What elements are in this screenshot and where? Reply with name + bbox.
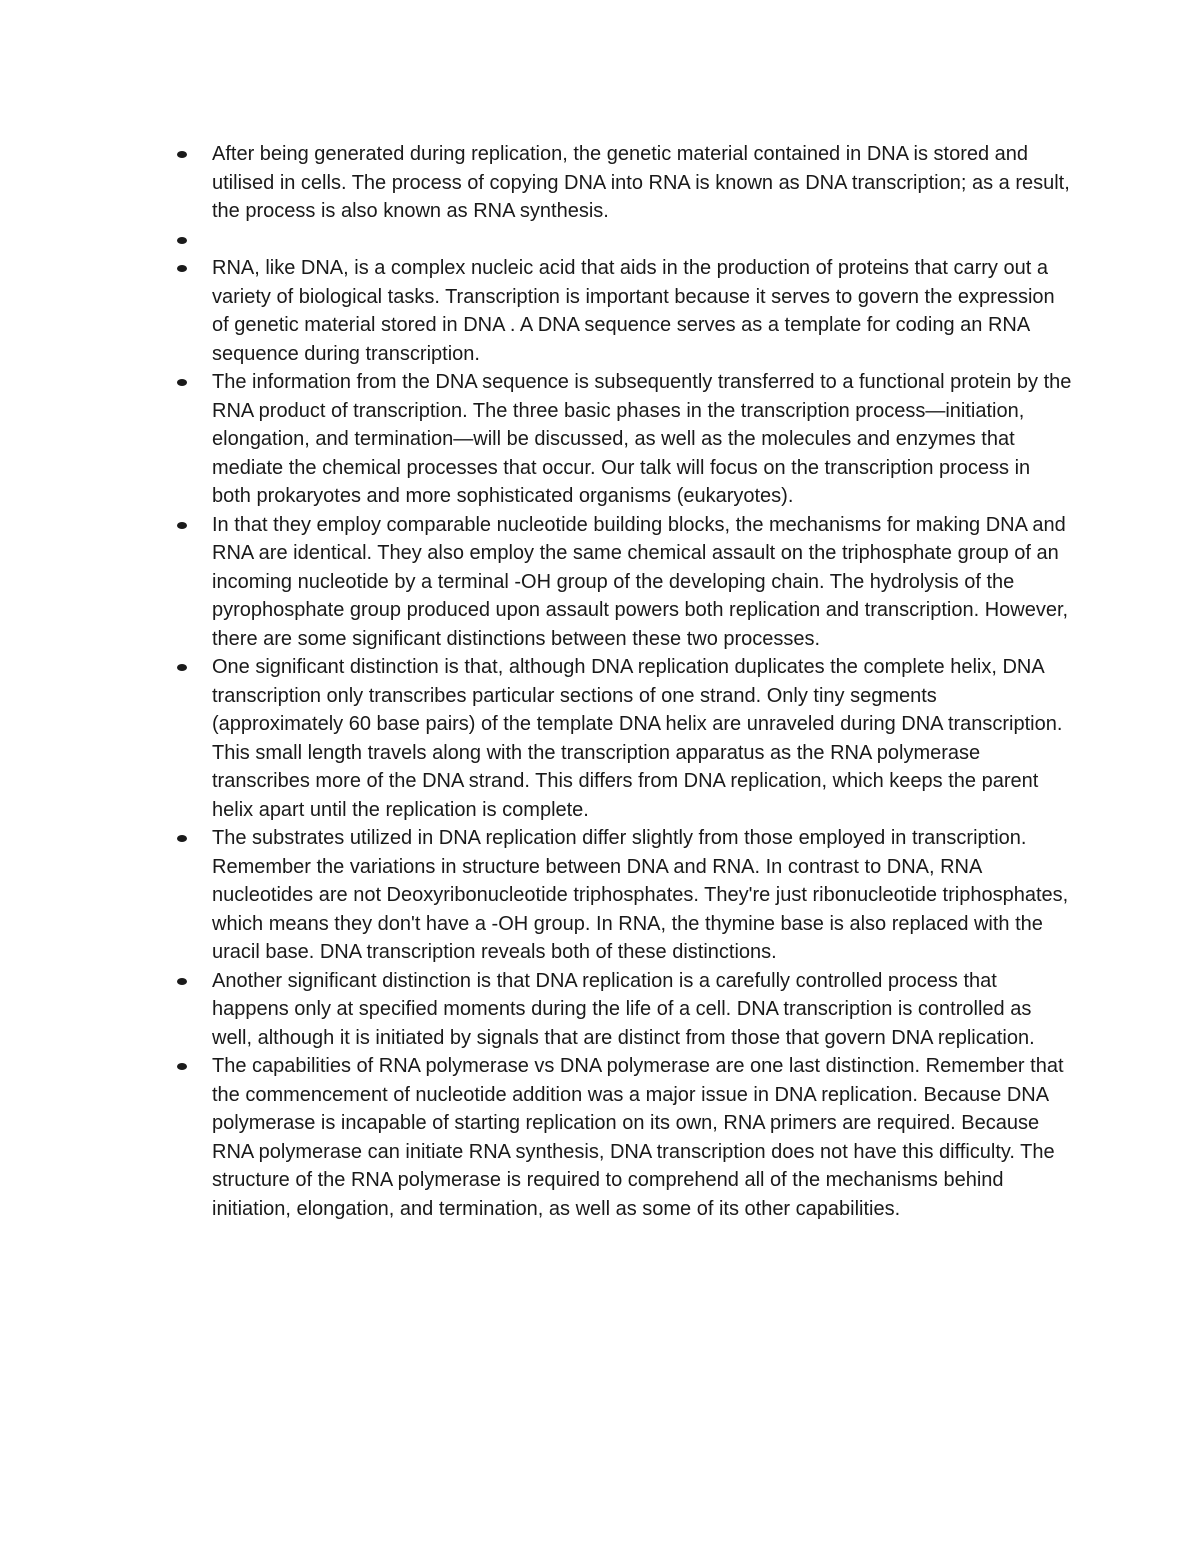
bullet-dot-icon (177, 664, 187, 671)
bullet-text: RNA, like DNA, is a complex nucleic acid that aids in the production of proteins that carry out a variety of biological tasks. Transcription is important because it serves to govern the expression of genetic material stored in DNA . A DNA sequence serves as a template for coding an RNA sequence during transcription. (212, 257, 1055, 365)
bullet-dot-icon (177, 835, 187, 842)
bullet-dot-icon (177, 265, 187, 272)
bullet-dot-icon (177, 1063, 187, 1070)
bullet-dot-icon (177, 978, 187, 985)
bullet-item (212, 653, 1072, 824)
bullet-dot-icon (177, 237, 187, 244)
bullet-item (212, 824, 1072, 967)
bullet-item (212, 511, 1072, 654)
bullet-dot-icon (177, 522, 187, 529)
bullet-item (212, 1052, 1072, 1223)
bullet-item (212, 140, 1072, 226)
bullet-item (212, 368, 1072, 511)
bullet-text: The substrates utilized in DNA replication differ slightly from those employed in transcription. Remember the variations in structure between DNA and RNA. In contrast to DNA, RNA nucleotides are not Deoxyribonucleotide triphosphates. They're just ribonucleotide triphosphates, which means they don't have a -OH group. In RNA, the thymine base is also replaced with the uracil base. DNA transcription reveals both of these distinctions. (212, 827, 1069, 963)
bullet-text: After being generated during replication, the genetic material contained in DNA is stored and utilised in cells. The process of copying DNA into RNA is known as DNA transcription; as a result, the process is also known as RNA synthesis. (212, 143, 1070, 222)
bullet-text: In that they employ comparable nucleotide building blocks, the mechanisms for making DNA and RNA are identical. They also employ the same chemical assault on the triphosphate group of an incoming nucleotide by a terminal -OH group of the developing chain. The hydrolysis of the pyrophosphate group produced upon assault powers both replication and transcription. However, there are some significant distinctions between these two processes. (212, 513, 1069, 650)
bullet-item-empty (212, 226, 1072, 255)
bullet-list (212, 140, 1072, 1223)
bullet-text: Another significant distinction is that DNA replication is a carefully controlled process that happens only at specified moments during the life of a cell. DNA transcription is controlled as well, although it is initiated by signals that are distinct from those that govern DNA replication. (212, 969, 1035, 1049)
bullet-text: The information from the DNA sequence is subsequently transferred to a functional protein by the RNA product of transcription. The three basic phases in the transcription process—initiation, elongation, and termination—will be discussed, as well as the molecules and enzymes that mediate the chemical processes that occur. Our talk will focus on the transcription process in both prokaryotes and more sophisticated organisms (eukaryotes). (212, 371, 1072, 507)
bullet-item (212, 254, 1072, 368)
bullet-dot-icon (177, 151, 187, 158)
bullet-item (212, 967, 1072, 1053)
bullet-dot-icon (177, 379, 187, 386)
bullet-text: One significant distinction is that, although DNA replication duplicates the complete helix, DNA transcription only transcribes particular sections of one strand. Only tiny segments (approximately 60 base pairs) of the template DNA helix are unraveled during DNA transcription. This small length travels along with the transcription apparatus as the RNA polymerase transcribes more of the DNA strand. This differs from DNA replication, which keeps the parent helix apart until the replication is complete. (212, 656, 1063, 821)
bullet-text: The capabilities of RNA polymerase vs DNA polymerase are one last distinction. Remember that the commencement of nucleotide addition was a major issue in DNA replication. Because DNA polymerase is incapable of starting replication on its own, RNA primers are required. Because RNA polymerase can initiate RNA synthesis, DNA transcription does not have this difficulty. The structure of the RNA polymerase is required to comprehend all of the mechanisms behind initiation, elongation, and termination, as well as some of its other capabilities. (212, 1055, 1064, 1220)
